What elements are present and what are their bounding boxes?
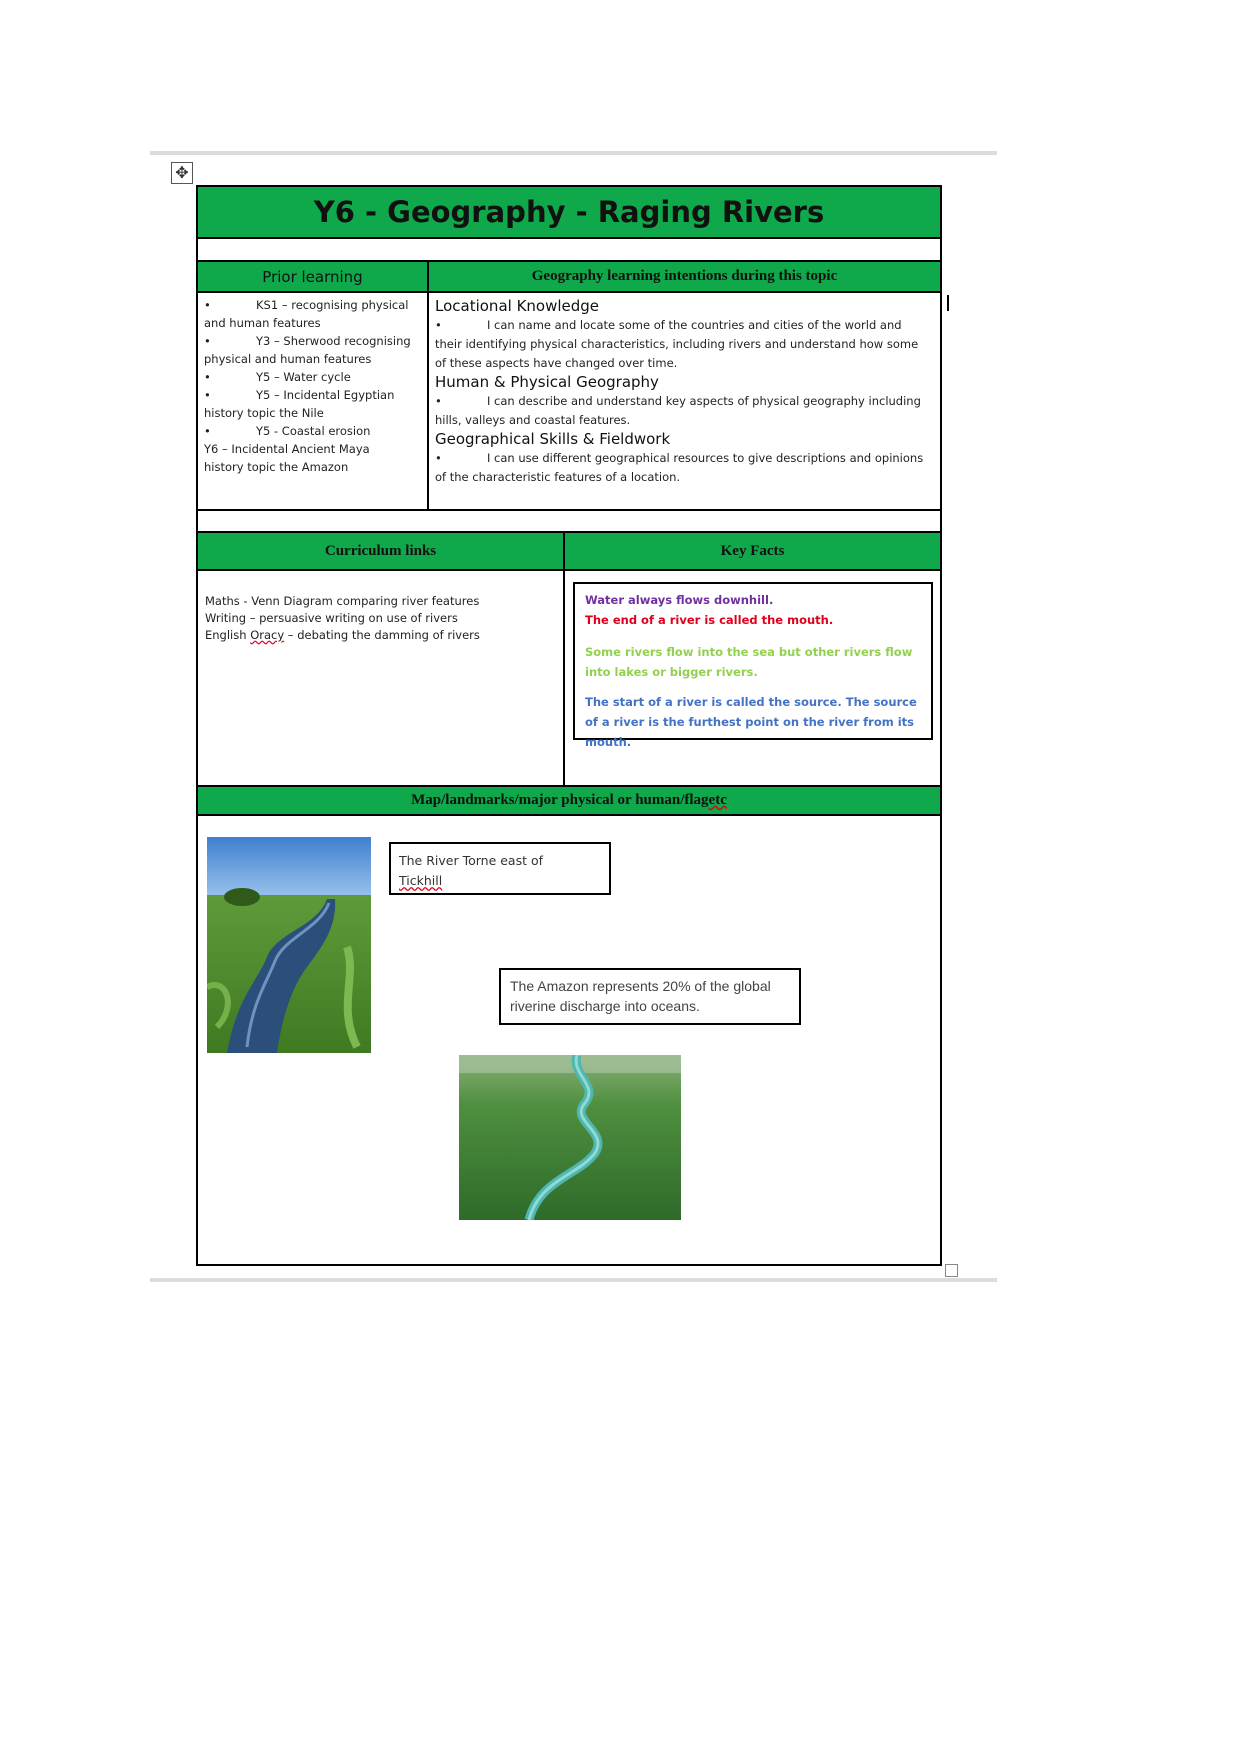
- intent-text: • I can use different geographical resources to give descriptions and opinions: [435, 451, 924, 465]
- map-landmarks-header: Map/landmarks/major physical or human/flag etc: [196, 785, 942, 816]
- page-bottom-edge: [150, 1278, 997, 1282]
- prior-item: • Y5 – Water cycle: [204, 370, 351, 384]
- amazon-caption[interactable]: The Amazon represents 20% of the global riverine discharge into oceans.: [499, 968, 801, 1025]
- prior-item: • Y5 - Coastal erosion: [204, 424, 371, 438]
- caption-line-tickhill: Tickhill: [399, 873, 443, 888]
- prior-extra-line: Y6 – Incidental Ancient Maya: [204, 442, 370, 456]
- intent-text: hills, valleys and coastal features.: [435, 413, 631, 427]
- curriculum-links-body: [196, 569, 565, 787]
- curriculum-line-writing: Writing – persuasive writing on use of rivers: [205, 611, 458, 625]
- intent-text: of these aspects have changed over time.: [435, 356, 678, 370]
- amazon-river-photo[interactable]: [459, 1055, 681, 1220]
- prior-item-cont: history topic the Nile: [204, 406, 324, 420]
- prior-learning-list: [196, 291, 429, 511]
- key-facts-textbox[interactable]: [573, 582, 933, 749]
- table-move-handle-icon[interactable]: ✥: [171, 162, 193, 184]
- text-cursor: [947, 295, 949, 311]
- intent-heading-locational: Locational Knowledge: [435, 297, 600, 315]
- intent-heading-skills: Geographical Skills & Fieldwork: [435, 430, 671, 448]
- prior-learning-header: Prior learning: [196, 260, 429, 293]
- intent-text: • I can name and locate some of the countries and cities of the world and: [435, 318, 902, 332]
- prior-item: • KS1 – recognising physical: [204, 298, 409, 312]
- spacer-row: [196, 509, 942, 533]
- key-fact: Some rivers flow into the sea but other rivers flow into lakes or bigger rivers.: [585, 645, 913, 679]
- prior-item-cont: and human features: [204, 316, 321, 330]
- learning-intentions-body: [427, 291, 942, 511]
- intent-text: • I can describe and understand key aspects of physical geography including: [435, 394, 921, 408]
- spacer-row: [196, 237, 942, 262]
- page-title: Y6 - Geography - Raging Rivers: [196, 185, 942, 239]
- river-torne-caption[interactable]: [389, 842, 611, 895]
- prior-item: • Y3 – Sherwood recognising: [204, 334, 411, 348]
- curriculum-line-english: English Oracy – debating the damming of rivers: [205, 628, 480, 642]
- learning-intentions-header: Geography learning intentions during this topic: [427, 260, 942, 293]
- intent-text: their identifying physical characteristics, including rivers and understand how some: [435, 337, 919, 351]
- curriculum-line-maths: Maths - Venn Diagram comparing river features: [205, 594, 480, 608]
- key-fact: The start of a river is called the source. The source of a river is the furthest point on the river from its mouth.: [585, 695, 917, 749]
- river-torne-photo[interactable]: [207, 837, 371, 1053]
- table-resize-handle-icon[interactable]: [945, 1264, 958, 1277]
- caption-line: The River Torne east of: [399, 853, 544, 868]
- prior-item: • Y5 – Incidental Egyptian: [204, 388, 395, 402]
- key-fact: Water always flows downhill.: [585, 593, 774, 607]
- key-facts-header: Key Facts: [563, 531, 942, 571]
- intent-heading-human-physical: Human & Physical Geography: [435, 373, 659, 391]
- key-fact: The end of a river is called the mouth.: [585, 613, 834, 627]
- prior-extra-line: history topic the Amazon: [204, 460, 349, 474]
- intent-text: of the characteristic features of a location.: [435, 470, 681, 484]
- prior-item-cont: physical and human features: [204, 352, 372, 366]
- page-top-edge: [150, 151, 997, 155]
- curriculum-links-header: Curriculum links: [196, 531, 565, 571]
